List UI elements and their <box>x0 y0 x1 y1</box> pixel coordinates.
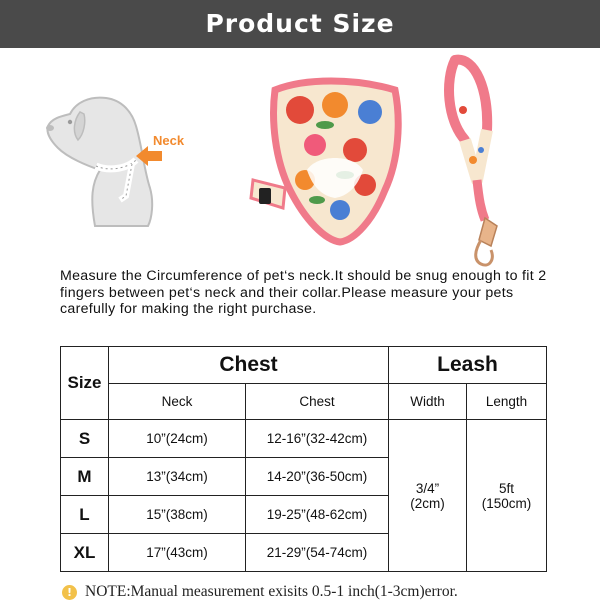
leash-group-header: Leash <box>389 347 547 384</box>
size-label: S <box>61 420 109 458</box>
leash-length-feet: 5ft <box>499 480 515 496</box>
size-table <box>60 346 547 572</box>
measurement-description: Measure the Circumference of pet‘s neck.It should be snug enough to fit 2 fingers between pet‘s neck and their collar.Please measure your pets carefully for making the right purchase. <box>60 268 547 317</box>
note <box>62 583 600 600</box>
leash-width-inches: 3/4” <box>415 480 440 496</box>
page-title: Product Size <box>205 9 395 38</box>
length-column-header: Length <box>467 384 547 420</box>
neck-value: 13”(34cm) <box>109 458 246 496</box>
width-column-header: Width <box>389 384 467 420</box>
dog-neck-diagram <box>40 88 200 228</box>
leash-length-cm: (150cm) <box>481 495 532 511</box>
leash-length-value <box>467 420 547 572</box>
chest-group-header: Chest <box>109 347 389 384</box>
chest-value: 12-16”(32-42cm) <box>246 420 389 458</box>
harness-image <box>245 70 415 250</box>
leash-image <box>425 50 535 270</box>
chest-value: 19-25”(48-62cm) <box>246 496 389 534</box>
size-label: L <box>61 496 109 534</box>
leash-width-cm: (2cm) <box>410 495 445 511</box>
note-text: NOTE:Manual measurement exisits 0.5-1 inch(1-3cm)error. <box>85 583 458 600</box>
size-header: Size <box>61 347 109 420</box>
chest-column-header: Chest <box>246 384 389 420</box>
neck-value: 15”(38cm) <box>109 496 246 534</box>
neck-value: 17”(43cm) <box>109 534 246 572</box>
chest-value: 14-20”(36-50cm) <box>246 458 389 496</box>
chest-value: 21-29”(54-74cm) <box>246 534 389 572</box>
table-row <box>61 420 547 458</box>
neck-label: Neck <box>153 133 185 148</box>
size-label: XL <box>61 534 109 572</box>
header-banner <box>0 0 600 48</box>
warning-icon: ! <box>62 585 77 600</box>
size-label: M <box>61 458 109 496</box>
neck-column-header: Neck <box>109 384 246 420</box>
neck-value: 10”(24cm) <box>109 420 246 458</box>
leash-width-value <box>389 420 467 572</box>
